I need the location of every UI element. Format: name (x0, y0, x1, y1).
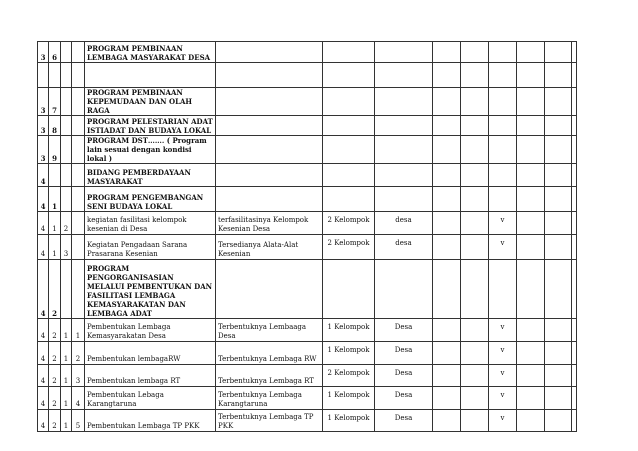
indicator-cell (216, 63, 323, 88)
extra-cell (572, 63, 577, 88)
location-cell (375, 42, 433, 63)
target-cell (323, 88, 375, 116)
year-cell (517, 187, 545, 212)
extra-cell (572, 42, 577, 63)
indicator-cell (216, 164, 323, 187)
indicator-cell (216, 116, 323, 136)
year-cell: v (489, 410, 517, 432)
year-cell (433, 387, 461, 410)
year-cell (461, 136, 489, 164)
code-cell: 1 (49, 235, 61, 260)
code-cell (38, 63, 49, 88)
year-cell (517, 235, 545, 260)
code-cell (61, 187, 72, 212)
target-cell (323, 42, 375, 63)
code-cell (72, 260, 85, 319)
year-cell (489, 42, 517, 63)
code-cell: 1 (61, 319, 72, 342)
year-cell (461, 187, 489, 212)
year-cell: v (489, 387, 517, 410)
program-cell: Pembentukan lembagaRW (85, 342, 216, 365)
year-cell (433, 365, 461, 387)
year-cell (489, 63, 517, 88)
extra-cell (572, 319, 577, 342)
table-row (38, 319, 577, 342)
code-cell: 4 (38, 410, 49, 432)
code-cell (72, 42, 85, 63)
code-cell (72, 116, 85, 136)
code-cell: 4 (38, 212, 49, 235)
target-cell: 2 Kelompok (323, 212, 375, 235)
program-cell: Kegiatan Pengadaan Sarana Prasarana Kesenian (85, 235, 216, 260)
extra-cell (572, 164, 577, 187)
program-cell: Pembentukan Lembaga Kemasyarakatan Desa (85, 319, 216, 342)
location-cell (375, 136, 433, 164)
location-cell (375, 260, 433, 319)
location-cell (375, 88, 433, 116)
code-cell: 6 (49, 42, 61, 63)
year-cell (545, 342, 572, 365)
target-cell (323, 187, 375, 212)
table-row (38, 136, 577, 164)
year-cell: v (489, 212, 517, 235)
indicator-cell: Terbentuknya Lembaga Karangtaruna (216, 387, 323, 410)
code-cell (72, 63, 85, 88)
target-cell (323, 136, 375, 164)
year-cell (489, 88, 517, 116)
year-cell (545, 116, 572, 136)
code-cell: 2 (49, 410, 61, 432)
code-cell (72, 164, 85, 187)
year-cell (517, 342, 545, 365)
year-cell (545, 164, 572, 187)
code-cell (72, 187, 85, 212)
table-row (38, 235, 577, 260)
code-cell: 3 (38, 42, 49, 63)
program-cell: kegiatan fasilitasi kelompok kesenian di Desa (85, 212, 216, 235)
code-cell: 2 (49, 319, 61, 342)
location-cell (375, 63, 433, 88)
year-cell (489, 164, 517, 187)
year-cell (461, 260, 489, 319)
year-cell (461, 212, 489, 235)
code-cell (72, 235, 85, 260)
year-cell (545, 88, 572, 116)
location-cell (375, 116, 433, 136)
year-cell (433, 116, 461, 136)
location-cell: Desa (375, 365, 433, 387)
year-cell (461, 63, 489, 88)
program-cell: Pembentukan lembaga RT (85, 365, 216, 387)
year-cell (433, 410, 461, 432)
year-cell (461, 387, 489, 410)
target-cell (323, 164, 375, 187)
year-cell: v (489, 342, 517, 365)
code-cell (61, 116, 72, 136)
code-cell: 1 (61, 387, 72, 410)
target-cell: 1 Kelompok (323, 319, 375, 342)
table-row (38, 63, 577, 88)
year-cell (545, 410, 572, 432)
code-cell: 4 (38, 342, 49, 365)
program-cell: PROGRAM PEMBINAAN LEMBAGA MASYARAKAT DESA (85, 42, 216, 63)
year-cell (517, 319, 545, 342)
code-cell (61, 136, 72, 164)
year-cell (517, 136, 545, 164)
code-cell: 2 (49, 387, 61, 410)
year-cell: v (489, 319, 517, 342)
program-cell: PROGRAM PEMBINAAN KEPEMUDAAN DAN OLAH RAGA (85, 88, 216, 116)
year-cell (545, 42, 572, 63)
year-cell (433, 88, 461, 116)
code-cell: 1 (61, 410, 72, 432)
code-cell: 7 (49, 88, 61, 116)
indicator-cell (216, 42, 323, 63)
document-table-area (37, 41, 576, 430)
code-cell: 4 (38, 387, 49, 410)
year-cell (545, 212, 572, 235)
code-cell: 3 (61, 235, 72, 260)
year-cell (489, 136, 517, 164)
code-cell: 2 (72, 342, 85, 365)
table-row (38, 164, 577, 187)
year-cell (489, 116, 517, 136)
extra-cell (572, 187, 577, 212)
year-cell (545, 387, 572, 410)
year-cell (461, 116, 489, 136)
code-cell: 1 (49, 212, 61, 235)
year-cell (433, 63, 461, 88)
extra-cell (572, 342, 577, 365)
location-cell: desa (375, 212, 433, 235)
year-cell (489, 260, 517, 319)
code-cell: 2 (49, 365, 61, 387)
program-cell: Pembentukan Lembaga TP PKK (85, 410, 216, 432)
code-cell (61, 88, 72, 116)
year-cell (545, 136, 572, 164)
location-cell: Desa (375, 319, 433, 342)
program-cell: PROGRAM PENGORGANISASIAN MELALUI PEMBENTUKAN DAN FASILITASI LEMBAGA KEMASYARAKATAN DAN LEMBAGA ADAT (85, 260, 216, 319)
year-cell: v (489, 235, 517, 260)
code-cell (72, 136, 85, 164)
table-row (38, 342, 577, 365)
rpjm-table (37, 41, 577, 432)
year-cell (545, 63, 572, 88)
code-cell: 2 (49, 342, 61, 365)
table-row (38, 42, 577, 63)
code-cell (61, 164, 72, 187)
target-cell: 2 Kelompok (323, 365, 375, 387)
indicator-cell: Terbentuknya Lembaga TP PKK (216, 410, 323, 432)
code-cell: 4 (38, 164, 49, 187)
year-cell (461, 410, 489, 432)
program-cell: PROGRAM PENGEMBANGAN SENI BUDAYA LOKAL (85, 187, 216, 212)
indicator-cell: Tersedianya Alata-Alat Kesenian (216, 235, 323, 260)
year-cell (433, 42, 461, 63)
year-cell (433, 212, 461, 235)
location-cell: Desa (375, 410, 433, 432)
indicator-cell: Terbentuknya Lembaga RT (216, 365, 323, 387)
year-cell (517, 164, 545, 187)
code-cell: 1 (72, 319, 85, 342)
location-cell (375, 164, 433, 187)
target-cell: 2 Kelompok (323, 235, 375, 260)
code-cell (49, 63, 61, 88)
year-cell (517, 116, 545, 136)
indicator-cell: Terbentuknya Lembaaga Desa (216, 319, 323, 342)
code-cell (72, 212, 85, 235)
year-cell (461, 365, 489, 387)
year-cell (545, 365, 572, 387)
target-cell (323, 63, 375, 88)
year-cell (461, 88, 489, 116)
target-cell: 1 Kelompok (323, 342, 375, 365)
table-row (38, 88, 577, 116)
extra-cell (572, 212, 577, 235)
code-cell (72, 88, 85, 116)
indicator-cell (216, 88, 323, 116)
year-cell (433, 342, 461, 365)
year-cell (433, 319, 461, 342)
extra-cell (572, 136, 577, 164)
code-cell: 2 (61, 212, 72, 235)
year-cell (517, 88, 545, 116)
extra-cell (572, 88, 577, 116)
extra-cell (572, 260, 577, 319)
extra-cell (572, 365, 577, 387)
location-cell: Desa (375, 387, 433, 410)
year-cell (517, 63, 545, 88)
year-cell (461, 235, 489, 260)
code-cell: 4 (38, 187, 49, 212)
year-cell (517, 42, 545, 63)
year-cell (545, 260, 572, 319)
table-row (38, 260, 577, 319)
indicator-cell (216, 260, 323, 319)
code-cell: 1 (61, 365, 72, 387)
code-cell (49, 164, 61, 187)
year-cell: v (489, 365, 517, 387)
year-cell (489, 187, 517, 212)
code-cell: 2 (49, 260, 61, 319)
year-cell (461, 42, 489, 63)
table-row (38, 387, 577, 410)
year-cell (517, 212, 545, 235)
extra-cell (572, 235, 577, 260)
year-cell (461, 164, 489, 187)
target-cell: 1 Kelompok (323, 387, 375, 410)
indicator-cell (216, 187, 323, 212)
target-cell (323, 260, 375, 319)
code-cell: 4 (38, 319, 49, 342)
program-cell: PROGRAM DST……. ( Program lain sesuai dengan kondisi lokal ) (85, 136, 216, 164)
extra-cell (572, 387, 577, 410)
code-cell: 4 (38, 235, 49, 260)
code-cell: 8 (49, 116, 61, 136)
table-row (38, 365, 577, 387)
year-cell (433, 136, 461, 164)
code-cell: 1 (61, 342, 72, 365)
code-cell (61, 260, 72, 319)
indicator-cell: Terbentuknya Lembaga RW (216, 342, 323, 365)
year-cell (545, 319, 572, 342)
year-cell (433, 260, 461, 319)
code-cell: 3 (72, 365, 85, 387)
table-row (38, 116, 577, 136)
code-cell: 1 (49, 187, 61, 212)
table-row (38, 212, 577, 235)
program-cell: PROGRAM PELESTARIAN ADAT ISTIADAT DAN BUDAYA LOKAL (85, 116, 216, 136)
year-cell (545, 235, 572, 260)
program-cell: BIDANG PEMBERDAYAAN MASYARAKAT (85, 164, 216, 187)
code-cell: 3 (38, 116, 49, 136)
program-cell (85, 63, 216, 88)
year-cell (517, 260, 545, 319)
year-cell (461, 342, 489, 365)
indicator-cell (216, 136, 323, 164)
location-cell (375, 187, 433, 212)
year-cell (433, 235, 461, 260)
year-cell (517, 365, 545, 387)
program-cell: Pembentukan Lebaga Karangtaruna (85, 387, 216, 410)
code-cell (61, 42, 72, 63)
code-cell: 4 (38, 260, 49, 319)
code-cell: 3 (38, 136, 49, 164)
target-cell: 1 Kelompok (323, 410, 375, 432)
code-cell: 9 (49, 136, 61, 164)
year-cell (433, 164, 461, 187)
code-cell: 4 (72, 387, 85, 410)
table-row (38, 410, 577, 432)
code-cell (61, 63, 72, 88)
target-cell (323, 116, 375, 136)
location-cell: desa (375, 235, 433, 260)
year-cell (517, 410, 545, 432)
table-row (38, 187, 577, 212)
location-cell: Desa (375, 342, 433, 365)
year-cell (517, 387, 545, 410)
extra-cell (572, 410, 577, 432)
code-cell: 5 (72, 410, 85, 432)
year-cell (461, 319, 489, 342)
extra-cell (572, 116, 577, 136)
indicator-cell: terfasilitasinya Kelompok Kesenian Desa (216, 212, 323, 235)
code-cell: 3 (38, 88, 49, 116)
year-cell (545, 187, 572, 212)
year-cell (433, 187, 461, 212)
code-cell: 4 (38, 365, 49, 387)
